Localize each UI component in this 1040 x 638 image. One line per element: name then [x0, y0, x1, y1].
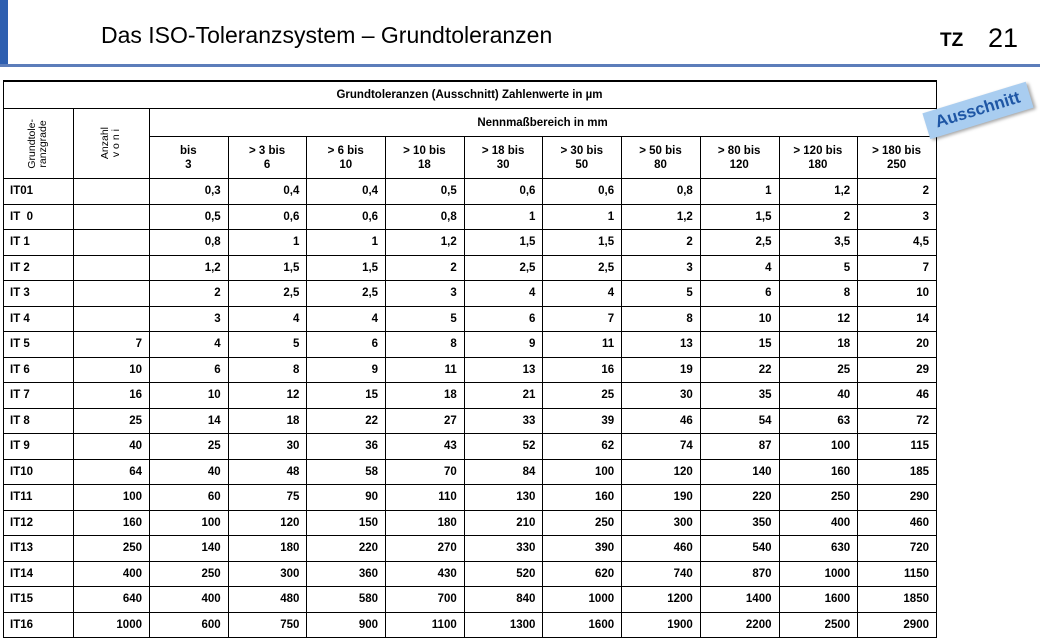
tolerance-value-cell: 250 — [543, 510, 622, 536]
grade-cell: IT 0 — [4, 204, 74, 230]
grade-cell: IT 7 — [4, 383, 74, 409]
tolerance-value-cell: 180 — [386, 510, 465, 536]
anzahl-cell: 160 — [74, 510, 150, 536]
tolerance-value-cell: 35 — [700, 383, 779, 409]
table-row — [4, 179, 937, 205]
tolerance-value-cell: 2 — [779, 204, 858, 230]
tolerance-value-cell: 2 — [858, 179, 937, 205]
tolerance-value-cell: 870 — [700, 561, 779, 587]
tolerance-value-cell: 0,8 — [150, 230, 229, 256]
tolerance-value-cell: 700 — [386, 587, 465, 613]
table-row — [4, 612, 937, 638]
tolerance-value-cell: 2 — [622, 230, 701, 256]
tolerance-value-cell: 0,5 — [386, 179, 465, 205]
table-row — [4, 561, 937, 587]
tolerance-value-cell: 75 — [228, 485, 307, 511]
tolerance-value-cell: 10 — [858, 281, 937, 307]
tolerance-value-cell: 480 — [228, 587, 307, 613]
tolerance-value-cell: 0,6 — [464, 179, 543, 205]
tolerance-value-cell: 8 — [779, 281, 858, 307]
grade-header-label: Grundtole- ranzgrade — [26, 118, 49, 169]
tolerance-value-cell: 0,4 — [228, 179, 307, 205]
tolerance-value-cell: 8 — [228, 357, 307, 383]
tolerance-value-cell: 1 — [543, 204, 622, 230]
table-row — [4, 255, 937, 281]
tolerance-value-cell: 2200 — [700, 612, 779, 638]
anzahl-cell — [74, 281, 150, 307]
ausschnitt-stamp: Ausschnitt — [922, 82, 1033, 139]
anzahl-cell: 640 — [74, 587, 150, 613]
range-header: > 180 bis 250 — [858, 137, 937, 179]
grade-cell: IT 6 — [4, 357, 74, 383]
tolerance-value-cell: 1400 — [700, 587, 779, 613]
tolerance-value-cell: 2 — [150, 281, 229, 307]
tolerance-value-cell: 4 — [464, 281, 543, 307]
anzahl-cell: 25 — [74, 408, 150, 434]
tolerance-value-cell: 740 — [622, 561, 701, 587]
grade-cell: IT 1 — [4, 230, 74, 256]
tolerance-value-cell: 12 — [228, 383, 307, 409]
tolerance-value-cell: 540 — [700, 536, 779, 562]
tolerance-value-cell: 180 — [228, 536, 307, 562]
tolerance-value-cell: 36 — [307, 434, 386, 460]
anzahl-cell — [74, 179, 150, 205]
tolerance-value-cell: 40 — [150, 459, 229, 485]
tolerance-value-cell: 6 — [307, 332, 386, 358]
range-header: > 3 bis 6 — [228, 137, 307, 179]
table-row — [4, 587, 937, 613]
range-header: > 18 bis 30 — [464, 137, 543, 179]
table-row — [4, 306, 937, 332]
tolerance-value-cell: 290 — [858, 485, 937, 511]
tolerance-value-cell: 0,6 — [228, 204, 307, 230]
anzahl-column-header — [74, 109, 150, 179]
anzahl-cell: 100 — [74, 485, 150, 511]
tolerance-value-cell: 600 — [150, 612, 229, 638]
tolerance-value-cell: 1,5 — [228, 255, 307, 281]
table-caption: Grundtoleranzen (Ausschnitt) Zahlenwerte in µm — [4, 81, 937, 109]
tolerance-value-cell: 8 — [386, 332, 465, 358]
tolerance-value-cell: 9 — [307, 357, 386, 383]
tolerance-value-cell: 3 — [386, 281, 465, 307]
tolerance-value-cell: 1000 — [543, 587, 622, 613]
tolerance-value-cell: 300 — [622, 510, 701, 536]
tolerance-value-cell: 5 — [622, 281, 701, 307]
tolerance-value-cell: 1600 — [779, 587, 858, 613]
tolerance-value-cell: 1850 — [858, 587, 937, 613]
grade-cell: IT13 — [4, 536, 74, 562]
grade-cell: IT11 — [4, 485, 74, 511]
table-row — [4, 434, 937, 460]
table-body — [4, 179, 937, 638]
tolerance-value-cell: 3 — [858, 204, 937, 230]
tolerance-value-cell: 220 — [307, 536, 386, 562]
tolerance-value-cell: 4,5 — [858, 230, 937, 256]
grade-cell: IT 8 — [4, 408, 74, 434]
tolerance-value-cell: 300 — [228, 561, 307, 587]
table-row — [4, 332, 937, 358]
tolerance-value-cell: 840 — [464, 587, 543, 613]
anzahl-cell: 7 — [74, 332, 150, 358]
anzahl-cell: 250 — [74, 536, 150, 562]
tolerance-value-cell: 620 — [543, 561, 622, 587]
table-row — [4, 536, 937, 562]
tolerance-value-cell: 0,3 — [150, 179, 229, 205]
tolerance-value-cell: 270 — [386, 536, 465, 562]
tolerance-value-cell: 18 — [386, 383, 465, 409]
header-tag: TZ — [940, 30, 964, 51]
tolerance-value-cell: 0,6 — [307, 204, 386, 230]
grade-cell: IT01 — [4, 179, 74, 205]
grade-cell: IT16 — [4, 612, 74, 638]
tolerance-value-cell: 3,5 — [779, 230, 858, 256]
tolerance-value-cell: 84 — [464, 459, 543, 485]
range-header: > 10 bis 18 — [386, 137, 465, 179]
tolerance-value-cell: 15 — [307, 383, 386, 409]
tolerance-value-cell: 39 — [543, 408, 622, 434]
tolerance-value-cell: 52 — [464, 434, 543, 460]
tolerance-value-cell: 18 — [779, 332, 858, 358]
grade-column-header — [4, 109, 74, 179]
tolerance-value-cell: 63 — [779, 408, 858, 434]
table-row — [4, 510, 937, 536]
grade-cell: IT15 — [4, 587, 74, 613]
tolerance-value-cell: 48 — [228, 459, 307, 485]
tolerance-value-cell: 0,5 — [150, 204, 229, 230]
tolerance-value-cell: 120 — [622, 459, 701, 485]
tolerance-value-cell: 360 — [307, 561, 386, 587]
range-header: > 120 bis 180 — [779, 137, 858, 179]
tolerance-value-cell: 400 — [779, 510, 858, 536]
tolerance-value-cell: 400 — [150, 587, 229, 613]
tolerance-value-cell: 1200 — [622, 587, 701, 613]
nennmass-header: Nennmaßbereich in mm — [150, 109, 937, 137]
anzahl-cell: 10 — [74, 357, 150, 383]
tolerance-table — [3, 80, 937, 638]
tolerance-value-cell: 330 — [464, 536, 543, 562]
tolerance-value-cell: 1,5 — [464, 230, 543, 256]
tolerance-value-cell: 110 — [386, 485, 465, 511]
tolerance-value-cell: 33 — [464, 408, 543, 434]
tolerance-value-cell: 2,5 — [464, 255, 543, 281]
tolerance-value-cell: 2,5 — [228, 281, 307, 307]
tolerance-value-cell: 580 — [307, 587, 386, 613]
tolerance-value-cell: 2,5 — [543, 255, 622, 281]
range-header: > 80 bis 120 — [700, 137, 779, 179]
tolerance-value-cell: 1 — [228, 230, 307, 256]
grade-cell: IT 2 — [4, 255, 74, 281]
tolerance-value-cell: 1000 — [779, 561, 858, 587]
tolerance-value-cell: 160 — [543, 485, 622, 511]
tolerance-value-cell: 7 — [543, 306, 622, 332]
tolerance-value-cell: 2,5 — [307, 281, 386, 307]
anzahl-cell — [74, 306, 150, 332]
range-header: > 6 bis 10 — [307, 137, 386, 179]
tolerance-value-cell: 350 — [700, 510, 779, 536]
tolerance-value-cell: 29 — [858, 357, 937, 383]
table-row — [4, 204, 937, 230]
tolerance-value-cell: 12 — [779, 306, 858, 332]
accent-bar — [0, 0, 8, 64]
tolerance-value-cell: 520 — [464, 561, 543, 587]
tolerance-value-cell: 0,4 — [307, 179, 386, 205]
tolerance-value-cell: 0,8 — [622, 179, 701, 205]
tolerance-value-cell: 1300 — [464, 612, 543, 638]
tolerance-value-cell: 1,2 — [622, 204, 701, 230]
tolerance-value-cell: 9 — [464, 332, 543, 358]
tolerance-value-cell: 27 — [386, 408, 465, 434]
range-header: bis 3 — [150, 137, 229, 179]
tolerance-value-cell: 25 — [779, 357, 858, 383]
tolerance-value-cell: 74 — [622, 434, 701, 460]
tolerance-value-cell: 30 — [228, 434, 307, 460]
tolerance-value-cell: 1,5 — [700, 204, 779, 230]
tolerance-value-cell: 2 — [386, 255, 465, 281]
tolerance-value-cell: 1600 — [543, 612, 622, 638]
tolerance-value-cell: 58 — [307, 459, 386, 485]
tolerance-value-cell: 460 — [622, 536, 701, 562]
grade-cell: IT 9 — [4, 434, 74, 460]
tolerance-value-cell: 4 — [228, 306, 307, 332]
grade-cell: IT 4 — [4, 306, 74, 332]
tolerance-value-cell: 13 — [622, 332, 701, 358]
anzahl-cell — [74, 230, 150, 256]
grade-cell: IT 3 — [4, 281, 74, 307]
tolerance-value-cell: 14 — [858, 306, 937, 332]
tolerance-value-cell: 3 — [622, 255, 701, 281]
tolerance-value-cell: 390 — [543, 536, 622, 562]
tolerance-value-cell: 6 — [700, 281, 779, 307]
anzahl-cell: 1000 — [74, 612, 150, 638]
table-row — [4, 357, 937, 383]
tolerance-value-cell: 1150 — [858, 561, 937, 587]
tolerance-value-cell: 100 — [779, 434, 858, 460]
tolerance-value-cell: 6 — [150, 357, 229, 383]
tolerance-value-cell: 460 — [858, 510, 937, 536]
grade-cell: IT14 — [4, 561, 74, 587]
tolerance-value-cell: 250 — [150, 561, 229, 587]
tolerance-value-cell: 160 — [779, 459, 858, 485]
table-row — [4, 408, 937, 434]
tolerance-value-cell: 19 — [622, 357, 701, 383]
tolerance-value-cell: 1900 — [622, 612, 701, 638]
tolerance-value-cell: 40 — [779, 383, 858, 409]
tolerance-value-cell: 11 — [543, 332, 622, 358]
tolerance-value-cell: 1,2 — [150, 255, 229, 281]
tolerance-value-cell: 140 — [150, 536, 229, 562]
table-row — [4, 459, 937, 485]
tolerance-value-cell: 25 — [150, 434, 229, 460]
tolerance-value-cell: 13 — [464, 357, 543, 383]
tolerance-value-cell: 43 — [386, 434, 465, 460]
tolerance-value-cell: 5 — [386, 306, 465, 332]
tolerance-value-cell: 190 — [622, 485, 701, 511]
tolerance-value-cell: 210 — [464, 510, 543, 536]
tolerance-value-cell: 120 — [228, 510, 307, 536]
tolerance-value-cell: 16 — [543, 357, 622, 383]
tolerance-value-cell: 54 — [700, 408, 779, 434]
table-row — [4, 485, 937, 511]
tolerance-value-cell: 10 — [150, 383, 229, 409]
tolerance-value-cell: 2900 — [858, 612, 937, 638]
tolerance-value-cell: 1,5 — [543, 230, 622, 256]
tolerance-value-cell: 7 — [858, 255, 937, 281]
tolerance-value-cell: 100 — [543, 459, 622, 485]
tolerance-value-cell: 900 — [307, 612, 386, 638]
tolerance-value-cell: 220 — [700, 485, 779, 511]
tolerance-table-container — [3, 80, 937, 638]
anzahl-cell: 40 — [74, 434, 150, 460]
range-header: > 50 bis 80 — [622, 137, 701, 179]
tolerance-value-cell: 4 — [307, 306, 386, 332]
tolerance-value-cell: 2,5 — [700, 230, 779, 256]
tolerance-value-cell: 0,8 — [386, 204, 465, 230]
tolerance-value-cell: 15 — [700, 332, 779, 358]
tolerance-value-cell: 1 — [464, 204, 543, 230]
anzahl-cell: 16 — [74, 383, 150, 409]
tolerance-value-cell: 1 — [700, 179, 779, 205]
tolerance-value-cell: 4 — [700, 255, 779, 281]
anzahl-cell — [74, 255, 150, 281]
tolerance-value-cell: 1100 — [386, 612, 465, 638]
page-title: Das ISO-Toleranzsystem – Grundtoleranzen — [101, 22, 553, 48]
tolerance-value-cell: 4 — [543, 281, 622, 307]
tolerance-value-cell: 750 — [228, 612, 307, 638]
tolerance-value-cell: 30 — [622, 383, 701, 409]
tolerance-value-cell: 11 — [386, 357, 465, 383]
range-header: > 30 bis 50 — [543, 137, 622, 179]
header-divider — [0, 64, 1040, 67]
tolerance-value-cell: 1,2 — [386, 230, 465, 256]
tolerance-value-cell: 20 — [858, 332, 937, 358]
tolerance-value-cell: 1,5 — [307, 255, 386, 281]
tolerance-value-cell: 4 — [150, 332, 229, 358]
tolerance-value-cell: 62 — [543, 434, 622, 460]
tolerance-value-cell: 130 — [464, 485, 543, 511]
tolerance-value-cell: 70 — [386, 459, 465, 485]
tolerance-value-cell: 250 — [779, 485, 858, 511]
tolerance-value-cell: 150 — [307, 510, 386, 536]
tolerance-value-cell: 630 — [779, 536, 858, 562]
tolerance-value-cell: 10 — [700, 306, 779, 332]
tolerance-value-cell: 14 — [150, 408, 229, 434]
tolerance-value-cell: 72 — [858, 408, 937, 434]
tolerance-value-cell: 140 — [700, 459, 779, 485]
tolerance-value-cell: 21 — [464, 383, 543, 409]
tolerance-value-cell: 1 — [307, 230, 386, 256]
anzahl-cell — [74, 204, 150, 230]
tolerance-value-cell: 90 — [307, 485, 386, 511]
table-row — [4, 383, 937, 409]
tolerance-value-cell: 46 — [622, 408, 701, 434]
tolerance-value-cell: 0,6 — [543, 179, 622, 205]
tolerance-value-cell: 3 — [150, 306, 229, 332]
table-row — [4, 281, 937, 307]
grade-cell: IT12 — [4, 510, 74, 536]
tolerance-value-cell: 2500 — [779, 612, 858, 638]
grade-cell: IT10 — [4, 459, 74, 485]
tolerance-value-cell: 100 — [150, 510, 229, 536]
table-row — [4, 230, 937, 256]
tolerance-value-cell: 22 — [700, 357, 779, 383]
tolerance-value-cell: 115 — [858, 434, 937, 460]
page-number: 21 — [988, 23, 1019, 53]
tolerance-value-cell: 46 — [858, 383, 937, 409]
tolerance-value-cell: 25 — [543, 383, 622, 409]
tolerance-value-cell: 720 — [858, 536, 937, 562]
tolerance-value-cell: 5 — [228, 332, 307, 358]
tolerance-value-cell: 87 — [700, 434, 779, 460]
tolerance-value-cell: 5 — [779, 255, 858, 281]
anzahl-header-label: Anzahl v o n i — [99, 127, 122, 160]
anzahl-cell: 64 — [74, 459, 150, 485]
tolerance-value-cell: 60 — [150, 485, 229, 511]
grade-cell: IT 5 — [4, 332, 74, 358]
tolerance-value-cell: 18 — [228, 408, 307, 434]
tolerance-value-cell: 8 — [622, 306, 701, 332]
tolerance-value-cell: 22 — [307, 408, 386, 434]
tolerance-value-cell: 6 — [464, 306, 543, 332]
tolerance-value-cell: 1,2 — [779, 179, 858, 205]
anzahl-cell: 400 — [74, 561, 150, 587]
tolerance-value-cell: 185 — [858, 459, 937, 485]
tolerance-value-cell: 430 — [386, 561, 465, 587]
